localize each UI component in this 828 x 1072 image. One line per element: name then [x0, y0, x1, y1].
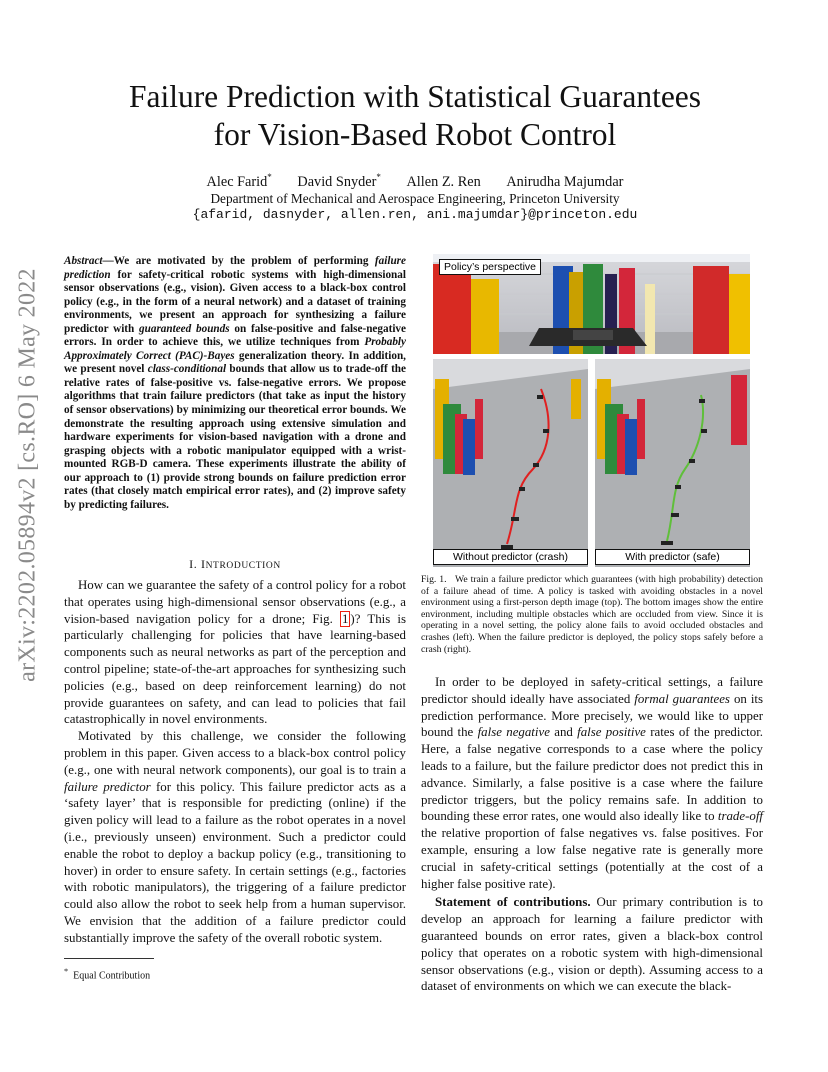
footnote: * Equal Contribution [64, 967, 151, 982]
policy-perspective-image [433, 254, 750, 354]
title-line-1: Failure Prediction with Statistical Guarantees [128, 79, 702, 114]
author: Anirudha Majumdar [506, 173, 624, 190]
author: Alec Farid* [206, 172, 272, 190]
figure-caption: Fig. 1. We train a failure predictor which guarantees (with high probability) detection of a failure ahead of time. A policy is tasked with avoiding obstacles in a novel environment using a first-person depth image (top). The bottom images show the entire environment, including multiple obstacles which are occluded from view. Since it is operating in a novel setting, the policy alone fails to avoid occluded obstacles and crashes (left). When the failure predictor is deployed, the policy stops safely before a crash (right). [421, 574, 763, 655]
paragraph: How can we guarantee the safety of a control policy for a robot that operates using high-dimensional sensor observations (e.g., a vision-based navigation policy for a drone; Fig. 1 )? This is particularly challenging for policies that have learning-based components such as neural networks as part of the perception and control pipeline; state-of-the-art approaches for synthesizing such policies (e.g., based on deep reinforcement learning) do not provide guarantees on safety, and can lead to policies that fail catastrophically in novel environments. [64, 578, 407, 727]
paragraph: Motivated by this challenge, we consider the following problem in this paper. Given access to a black-box control policy (e.g., one with neural network components), our goal is to train a failure predictor for this policy. This failure predictor acts as a ‘safety layer’ that is responsible for predicting (online) if the given policy will lead to a failure as the robot operates in a novel (i.e., previously unseen) environment. Such a predictor could enable the robot to deploy a backup policy (e.g., transitioning to hover) in order to ensure safety. In certain settings (e.g., factories with robotic manipulators), the triggering of a failure predictor could also allow the robot to seek help from a human supervisor. We envision that the addition of a failure predictor could substantially improve the safety of the overall robotic system. [64, 729, 406, 945]
introduction-body [64, 577, 406, 947]
right-column-body [421, 674, 763, 995]
paragraph: Statement of contributions. Our primary contribution is to develop an approach for learning a failure predictor with guaranteed bounds on error rates, given a black-box control policy that operates on a robotic system with high-dimensional sensor observations (e.g., vision or depth). Assuming access to a dataset of environments on which we can execute the black- [421, 895, 763, 994]
footnote-divider [64, 958, 154, 959]
without-predictor-label: Without predictor (crash) [433, 549, 588, 565]
author: David Snyder* [297, 172, 381, 190]
contributions-heading: Statement of contributions. [435, 895, 591, 910]
arxiv-identifier: arXiv:2202.05894v2 [cs.RO] 6 May 2022 [14, 268, 41, 682]
figure-1 [433, 254, 750, 567]
figure-link[interactable]: 1 [341, 611, 349, 626]
safe-trajectory-image [595, 359, 750, 567]
caption-label: Fig. 1. [421, 574, 447, 585]
paper-title [60, 78, 770, 154]
author-list [60, 172, 770, 191]
with-predictor-label: With predictor (safe) [595, 549, 750, 565]
paragraph: In order to be deployed in safety-critical settings, a failure predictor should ideally have associated formal guarantees on its prediction performance. More precisely, we would like to upper bound the false negative and false positive rates of the predictor. Here, a false negative corresponds to a case where the policy leads to a failure, but the failure predictor does not predict this in advance. Similarly, a false positive is a case where the failure predictor triggers, but the policy remains safe. In addition to bounding these error rates, one would also ideally like to trade-off the relative proportion of false negatives vs. false positives. For example, ensuring a low false negative rate is generally more crucial in safety-critical settings (potentially at the cost of a higher false positive rate). [421, 675, 764, 891]
policy-perspective-label: Policy’s perspective [439, 259, 541, 275]
abstract-label: Abstract [64, 255, 103, 267]
section-heading-introduction: I. INTRODUCTION [189, 557, 281, 571]
title-line-2: for Vision-Based Robot Control [213, 117, 617, 152]
author-emails: {afarid, dasnyder, allen.ren, ani.majumdar}@princeton.edu [192, 207, 638, 222]
author: Allen Z. Ren [406, 173, 481, 190]
abstract: Abstract—We are motivated by the problem of performing failure prediction for safety-critical robotic systems with high-dimensional sensor observations (e.g., vision). Given access to a black-box control policy (e.g., in the form of a neural network) and a dataset of training environments, we present an approach for synthesizing a failure predictor with guaranteed bounds on false-positive and false-negative errors. In order to achieve this, we utilize techniques from Probably Approximately Correct (PAC)-Bayes generalization theory. In addition, we present novel class-conditional bounds that allow us to trade-off the relative rates of false-positive vs. false-negative errors. We propose algorithms that train failure predictors (that take as input the history of sensor observations) by minimizing our theoretical error bounds. We demonstrate the resulting approach using extensive simulation and hardware experiments for vision-based navigation with a drone and grasping objects with a robotic manipulator equipped with a wrist-mounted RGB-D camera. These experiments illustrate the ability of our approach to (1) provide strong bounds on failure prediction error rates (that closely match empirical error rates), and (2) improve safety by predicting failures. [64, 255, 406, 511]
affiliation: Department of Mechanical and Aerospace Engineering, Princeton University [210, 191, 620, 206]
crash-trajectory-image [433, 359, 588, 567]
